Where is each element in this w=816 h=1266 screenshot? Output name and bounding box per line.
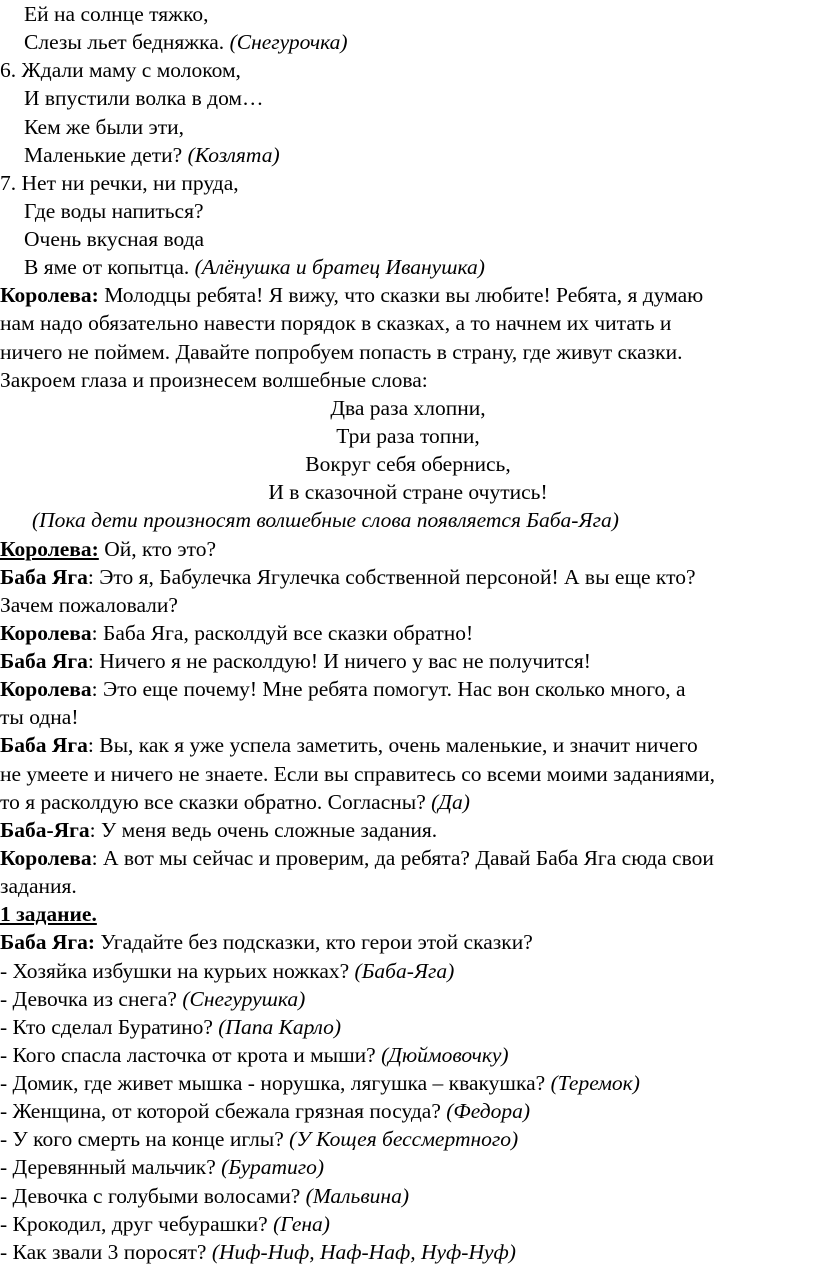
question-answer: (Гена) — [273, 1211, 330, 1236]
speech-text: Угадайте без подсказки, кто герои этой сказки? — [100, 930, 533, 955]
speaker-label: Баба-Яга — [0, 817, 90, 842]
speech-line — [0, 309, 816, 337]
poem-text: Маленькие дети? — [24, 142, 183, 167]
speaker-label: Королева: — [0, 283, 99, 308]
speech-line — [0, 281, 816, 309]
question-item — [0, 1125, 816, 1153]
question-text: - У кого смерть на конце иглы? — [0, 1127, 284, 1152]
speech-text: не умеете и ничего не знаете. Если вы справитесь со всеми моими заданиями, — [0, 761, 715, 786]
question-answer: (Дюймовочку) — [381, 1042, 509, 1067]
riddle-number: 7. — [0, 170, 17, 195]
speech-line — [0, 366, 816, 394]
dialogue-line — [0, 563, 816, 591]
poem-text: Кем же были эти, — [24, 114, 185, 139]
speaker-label: Баба Яга: — [0, 930, 96, 955]
question-answer: (Баба-Яга) — [354, 958, 455, 983]
poem-text: В яме от копытца. — [24, 255, 190, 280]
question-item — [0, 1097, 816, 1125]
riddle-answer: (Алёнушка и братец Иванушка) — [194, 255, 485, 280]
poem-text: Очень вкусная вода — [24, 227, 205, 252]
question-text: - Кого спасла ласточка от крота и мыши? — [0, 1042, 376, 1067]
dialogue-line — [0, 675, 816, 703]
poem-text: Слезы льет бедняжка. — [24, 30, 225, 55]
dialogue-line — [0, 703, 816, 731]
poem-line — [0, 169, 816, 197]
question-item — [0, 1153, 816, 1181]
dialogue-line — [0, 760, 816, 788]
magic-words-line: Вокруг себя обернись, — [305, 452, 511, 477]
poem-line — [0, 113, 816, 141]
question-text: - Девочка с голубыми волосами? — [0, 1183, 306, 1208]
question-text: - Как звали 3 поросят? — [0, 1239, 212, 1264]
task-intro — [0, 928, 816, 956]
question-text: - Хозяйка избушки на курьих ножках? — [0, 958, 350, 983]
speech-text: Молодцы ребята! Я вижу, что сказки вы любите! Ребята, я думаю — [104, 283, 704, 308]
poem-line — [0, 225, 816, 253]
question-text: - Девочка из снега? — [0, 986, 177, 1011]
speaker-label: Баба Яга — [0, 733, 88, 758]
question-item — [0, 1238, 816, 1266]
question-answer: (Федора) — [446, 1099, 531, 1124]
question-item — [0, 985, 816, 1013]
magic-words-line: Три раза топни, — [336, 424, 480, 448]
poem-line — [0, 84, 816, 112]
speech-text: Зачем пожаловали? — [0, 592, 178, 617]
riddle-answer: (Снегурочка) — [229, 30, 348, 55]
speaker-label: Баба Яга — [0, 564, 88, 589]
riddle-number: 6. — [0, 58, 17, 83]
speech-text: Закроем глаза и произнесем волшебные слова: — [0, 367, 428, 392]
speech-text: : Вы, как я уже успела заметить, очень маленькие, и значит ничего — [87, 733, 698, 758]
riddle-answer: (Козлята) — [187, 142, 280, 167]
speech-text: то я расколдую все сказки обратно. Согласны? — [0, 789, 426, 814]
poem-text: Нет ни речки, ни пруда, — [21, 170, 239, 195]
question-item — [0, 957, 816, 985]
question-answer: (Буратиго) — [221, 1155, 325, 1180]
poem-line — [0, 28, 816, 56]
poem-text: Ей на солнце тяжко, — [24, 2, 209, 26]
question-item — [0, 1013, 816, 1041]
reply-answer: (Да) — [431, 789, 470, 814]
task-heading: 1 задание. — [0, 902, 97, 927]
speech-text: : А вот мы сейчас и проверим, да ребята? Давай Баба Яга сюда свои — [91, 846, 714, 870]
dialogue-line — [0, 731, 816, 759]
speech-text: : У меня ведь очень сложные задания. — [89, 817, 438, 842]
question-answer: (Теремок) — [550, 1071, 640, 1096]
speaker-label: Королева — [0, 620, 92, 645]
question-item — [0, 1069, 816, 1097]
question-answer: (У Кощея бессмертного) — [289, 1127, 519, 1152]
speaker-label: Королева — [0, 677, 92, 702]
speaker-label: Баба Яга — [0, 649, 88, 674]
poem-text: Где воды напиться? — [24, 198, 204, 223]
poem-text: И впустили волка в дом… — [24, 86, 264, 111]
poem-line — [0, 197, 816, 225]
speech-text: : Баба Яга, расколдуй все сказки обратно! — [91, 620, 474, 645]
speech-text: ничего не поймем. Давайте попробуем попасть в страну, где живут сказки. — [0, 339, 683, 364]
question-text: - Деревянный мальчик? — [0, 1155, 216, 1180]
speaker-label: Королева — [0, 846, 92, 870]
dialogue-line — [0, 872, 816, 900]
question-item — [0, 1182, 816, 1210]
question-text: - Кто сделал Буратино? — [0, 1014, 213, 1039]
speech-text: : Это я, Бабулечка Ягулечка собственной персоной! А вы еще кто? — [87, 564, 696, 589]
dialogue-line — [0, 788, 816, 816]
speech-text: нам надо обязательно навести порядок в сказках, а то начнем их читать и — [0, 311, 672, 336]
question-item — [0, 1210, 816, 1238]
dialogue-line — [0, 619, 816, 647]
poem-line — [0, 253, 816, 281]
speech-text: Ой, кто это? — [104, 536, 217, 561]
magic-words-line: Два раза хлопни, — [330, 395, 486, 420]
speaker-label: Королева: — [0, 536, 99, 561]
question-text: - Домик, где живет мышка - норушка, лягушка – квакушка? — [0, 1071, 546, 1096]
dialogue-line — [0, 647, 816, 675]
question-answer: (Ниф-Ниф, Наф-Наф, Нуф-Нуф) — [211, 1239, 516, 1264]
question-text: - Женщина, от которой сбежала грязная посуда? — [0, 1099, 441, 1124]
dialogue-line — [0, 816, 816, 844]
stage-direction: (Пока дети произносят волшебные слова появляется Баба-Яга) — [32, 508, 619, 533]
question-text: - Крокодил, друг чебурашки? — [0, 1211, 274, 1236]
speech-line — [0, 338, 816, 366]
dialogue-line — [0, 844, 816, 872]
speech-text: : Это еще почему! Мне ребята помогут. Нас вон сколько много, а — [91, 677, 686, 702]
question-answer: (Мальвина) — [305, 1183, 409, 1208]
magic-words-line: И в сказочной стране очутись! — [268, 480, 548, 505]
question-answer: (Снегурушка) — [182, 986, 306, 1011]
poem-line — [0, 141, 816, 169]
question-answer: (Папа Карло) — [218, 1014, 342, 1039]
speech-text: задания. — [0, 874, 77, 899]
dialogue-line — [0, 535, 816, 563]
poem-line — [0, 56, 816, 84]
question-item — [0, 1041, 816, 1069]
dialogue-line — [0, 591, 816, 619]
speech-text: ты одна! — [0, 705, 79, 730]
speech-text: : Ничего я не расколдую! И ничего у вас не получится! — [87, 649, 591, 674]
poem-line — [0, 0, 816, 28]
poem-text: Ждали маму с молоком, — [21, 58, 241, 83]
